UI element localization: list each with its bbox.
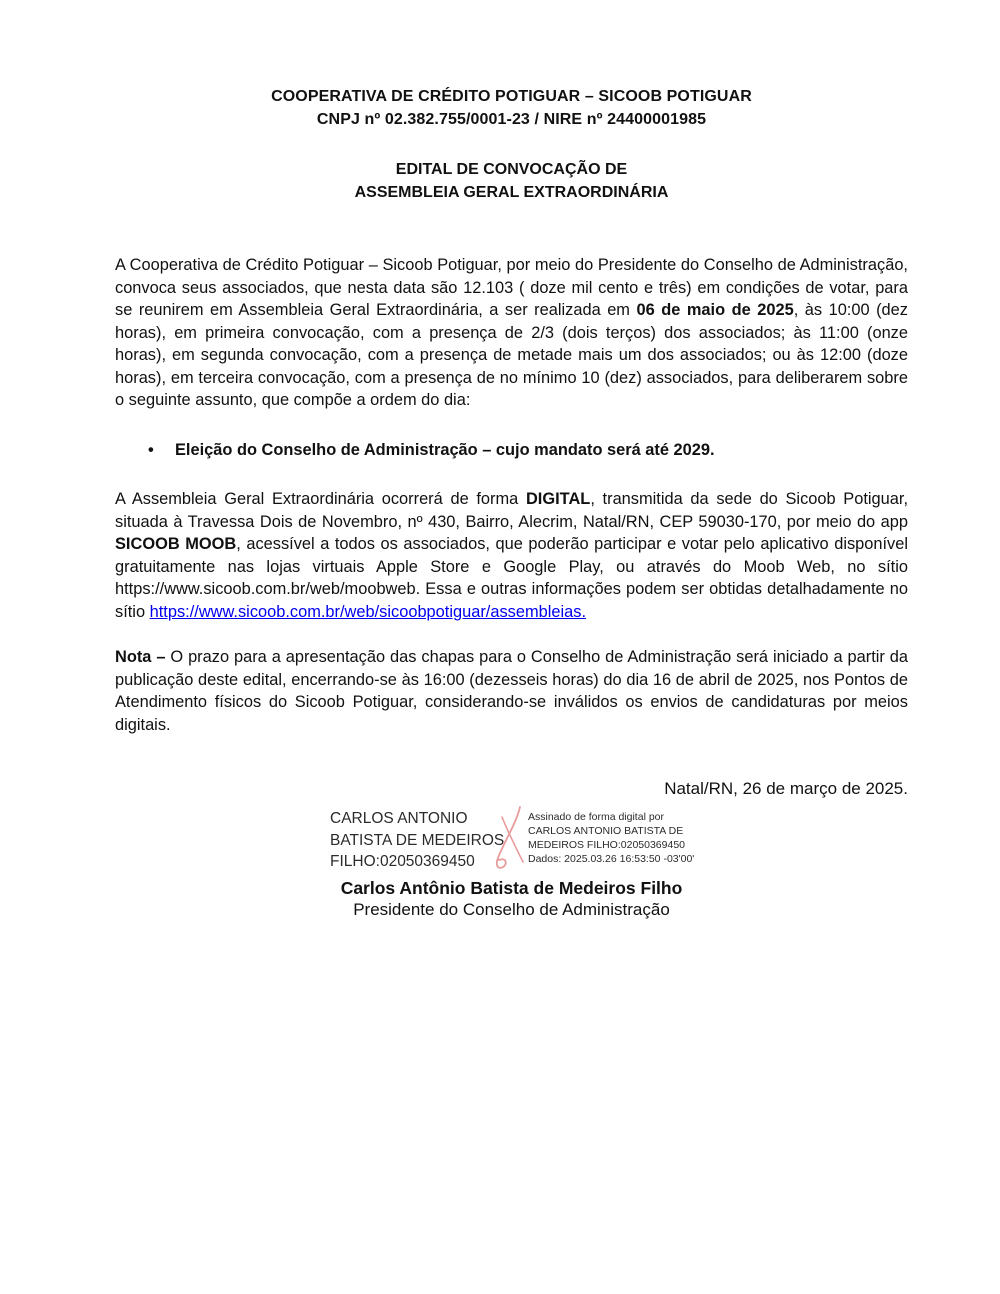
stamp-signature-details (528, 808, 694, 866)
digital-signature-stamp (330, 808, 908, 876)
paragraph-digital-text-3: , acessível a todos os associados, que poderão participar e votar pelo aplicativo disponível gratuitamente nas lojas virtuais Apple Store e Google Play, ou através do Moob Web, no sítio https://www.sicoob.com.br/web/moobweb. Essa e outras informações podem ser obtidas detalhadamente no sítio (115, 535, 909, 621)
document-title (115, 158, 908, 204)
title-line-1: EDITAL DE CONVOCAÇÃO DE (395, 161, 628, 178)
stamp-name-line-3: FILHO:02050369450 (330, 853, 475, 870)
paragraph-note (115, 646, 908, 736)
paragraph-digital-assembly (115, 488, 908, 623)
stamp-name-line-1: CARLOS ANTONIO (330, 810, 468, 827)
paragraph-digital-text-1: A Assembleia Geral Extraordinária ocorrerá de forma (115, 490, 526, 508)
stamp-details-line-3: MEDEIROS FILHO:02050369450 (528, 839, 685, 851)
org-name-line: COOPERATIVA DE CRÉDITO POTIGUAR – SICOOB POTIGUAR (271, 88, 752, 105)
document-header (115, 85, 908, 204)
paragraph-convocation-text-1: A Cooperativa de Crédito Potiguar – Sicoob Potiguar, por meio do Presidente do Conselho de Administração, convoca seus associados, que nesta data são 12.103 ( doze mil cento e três) em condições de votar, para se reunirem em Assembleia Geral Extraordinária, a ser realizada em (115, 256, 908, 319)
agenda-item-text: Eleição do Conselho de Administração – cujo mandato será até 2029. (175, 440, 715, 459)
signature-area (115, 808, 908, 921)
assembly-date-bold: 06 de maio de 2025 (636, 301, 794, 319)
title-line-2: ASSEMBLEIA GERAL EXTRAORDINÁRIA (354, 184, 669, 201)
note-label-bold: Nota – (115, 648, 166, 666)
stamp-name-line-2: BATISTA DE MEDEIROS (330, 831, 505, 849)
assembleias-link[interactable]: https://www.sicoob.com.br/web/sicoobpotiguar/assembleias. (149, 602, 587, 621)
signer-role: Presidente do Conselho de Administração (353, 900, 670, 919)
signer-name: Carlos Antônio Batista de Medeiros Filho (340, 878, 683, 898)
paragraph-convocation-text-2: , às 10:00 (dez horas), em primeira convocação, com a presença de 2/3 (dois terços) dos associados; às 11:00 (onze horas), em segunda convocação, com a presença de metade mais um dos associados; ou às 12:00 (doze horas), em terceira convocação, com a presença de no mínimo 10 (dez) associados, para deliberarem sobre o seguinte assunto, que compõe a ordem do dia: (115, 301, 908, 409)
agenda-item (115, 439, 908, 462)
bullet-icon: • (148, 440, 154, 459)
sicoob-moob-bold: SICOOB MOOB (115, 535, 237, 553)
org-cnpj-line: CNPJ nº 02.382.755/0001-23 / NIRE nº 24400001985 (316, 111, 707, 128)
stamp-details-line-4: Dados: 2025.03.26 16:53:50 -03'00' (528, 853, 695, 865)
stamp-details-line-2: CARLOS ANTONIO BATISTA DE (528, 825, 684, 837)
note-text: O prazo para a apresentação das chapas para o Conselho de Administração será iniciado a partir da publicação deste edital, encerrando-se às 16:00 (dezesseis horas) do dia 16 de abril de 2025, nos Pontos de Atendimento físicos do Sicoob Potiguar, considerando-se inválidos os envios de candidaturas por meios digitais. (115, 648, 909, 734)
stamp-signer-name (330, 808, 505, 873)
signature-flourish-icon (492, 804, 526, 876)
digital-bold: DIGITAL (525, 490, 591, 508)
paragraph-convocation (115, 254, 908, 412)
place-date-line: Natal/RN, 26 de março de 2025. (664, 779, 908, 798)
paragraph-digital-text-2: , transmitida da sede do Sicoob Potiguar, situada à Travessa Dois de Novembro, nº 430, Bairro, Alecrim, Natal/RN, CEP 59030-170, por meio do app (115, 490, 908, 531)
stamp-details-line-1: Assinado de forma digital por (528, 811, 664, 823)
